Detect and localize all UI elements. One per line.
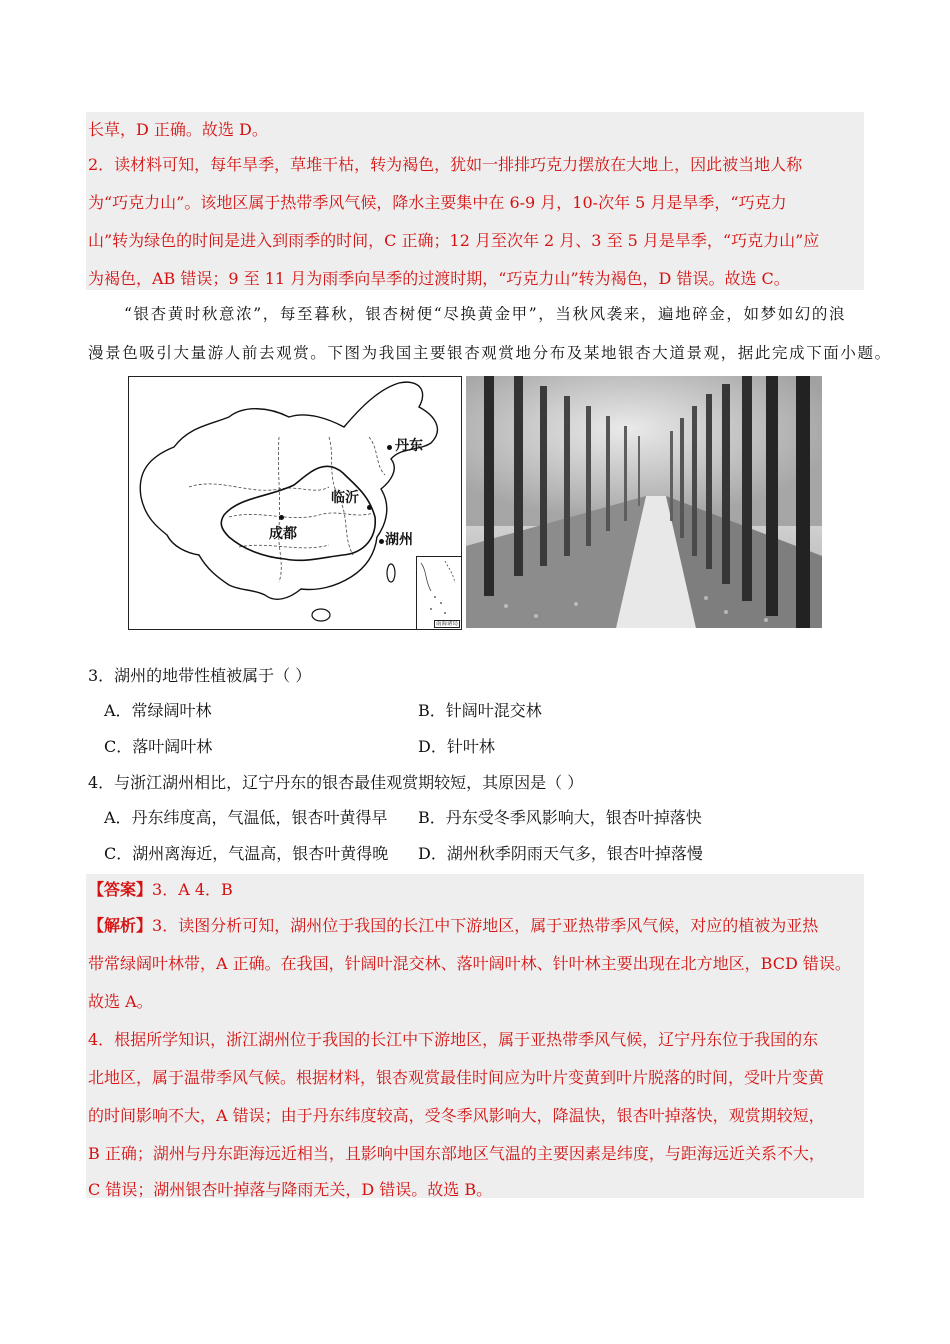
answer-text: 3．A 4．B [152,880,233,899]
city-label-chengdu: 成都 [269,526,297,542]
city-label-linyi: 临沂 [331,490,359,506]
q2-explanation-line: 为褐色，AB 错误；9 至 11 月为雨季向旱季的过渡时期，“巧克力山”转为褐色，D 错误。故选 C。 [88,269,790,288]
city-label-huzhou: 湖州 [385,532,413,548]
city-dot-huzhou [379,539,384,544]
q4-option-b[interactable]: B．丹东受冬季风影响大，银杏叶掉落快 [418,808,702,827]
q4-stem: 4．与浙江湖州相比，辽宁丹东的银杏最佳观赏期较短，其原因是（ ） [88,773,584,792]
city-label-dandong: 丹东 [395,438,423,454]
q3-option-d[interactable]: D．针叶林 [418,737,495,756]
q4-option-d[interactable]: D．湖州秋季阴雨天气多，银杏叶掉落慢 [418,844,703,863]
china-map-outline [129,377,461,629]
q3-stem: 3．湖州的地带性植被属于（ ） [88,666,312,685]
q2-explanation-line: 为“巧克力山”。该地区属于热带季风气候，降水主要集中在 6-9 月，10-次年 5 月是旱季，“巧克力 [88,193,787,212]
material-intro-line: 漫景色吸引大量游人前去观赏。下图为我国主要银杏观赏地分布及某地银杏大道景观，据此完成下面小题。 [88,344,892,362]
analysis-line [88,916,864,936]
analysis-line: 4．根据所学知识，浙江湖州位于我国的长江中下游地区，属于亚热带季风气候，辽宁丹东位于我国的东 [88,1030,819,1049]
answer-line [88,880,864,900]
analysis-text: 3．读图分析可知，湖州位于我国的长江中下游地区，属于亚热带季风气候，对应的植被为亚热 [152,916,819,935]
analysis-tag: 【解析】 [88,916,153,935]
analysis-line: C 错误；湖州银杏叶掉落与降雨无关，D 错误。故选 B。 [88,1180,493,1199]
q2-explanation-line: 2．读材料可知，每年旱季，草堆干枯，转为褐色，犹如一排排巧克力摆放在大地上，因此被当地人称 [88,155,803,174]
analysis-line: B 正确；湖州与丹东距海远近相当，且影响中国东部地区气温的主要因素是纬度，与距海远近关系不大， [88,1144,825,1163]
q3-option-c[interactable]: C．落叶阔叶林 [104,737,213,756]
city-dot-linyi [367,505,372,510]
q3-option-a[interactable]: A．常绿阔叶林 [104,701,212,720]
q4-option-a[interactable]: A．丹东纬度高，气温低，银杏叶黄得早 [104,808,388,827]
city-dot-chengdu [279,515,284,520]
inset-label: 南海诸岛 [435,621,458,627]
answer-tag: 【答案】 [88,880,153,899]
south-sea-inset [416,556,461,629]
analysis-line: 带常绿阔叶林带，A 正确。在我国，针阔叶混交林、落叶阔叶林、针叶林主要出现在北方地区，BCD 错误。 [88,954,851,973]
city-dot-dandong [387,445,392,450]
ginkgo-avenue-photo [466,376,822,628]
analysis-line: 的时间影响不大，A 错误；由于丹东纬度较高，受冬季风影响大，降温快，银杏叶掉落快，观赏期较短， [88,1106,825,1125]
q2-explanation-line: 山”转为绿色的时间是进入到雨季的时间，C 正确；12 月至次年 2 月、3 至 5 月是旱季，“巧克力山”应 [88,231,820,250]
china-map-figure [128,376,462,630]
analysis-line: 故选 A。 [88,992,153,1011]
q3-option-b[interactable]: B．针阔叶混交林 [418,701,542,720]
prev-answer-tail: 长草，D 正确。故选 D。 [88,120,268,139]
q4-option-c[interactable]: C．湖州离海近，气温高，银杏叶黄得晚 [104,844,389,863]
analysis-line: 北地区，属于温带季风气候。根据材料，银杏观赏最佳时间应为叶片变黄到叶片脱落的时间，受叶片变黄 [88,1068,825,1087]
material-intro-line: “银杏黄时秋意浓”，每至暮秋，银杏树便“尽换黄金甲”，当秋风袭来，遍地碎金，如梦如幻的浪 [124,305,847,323]
